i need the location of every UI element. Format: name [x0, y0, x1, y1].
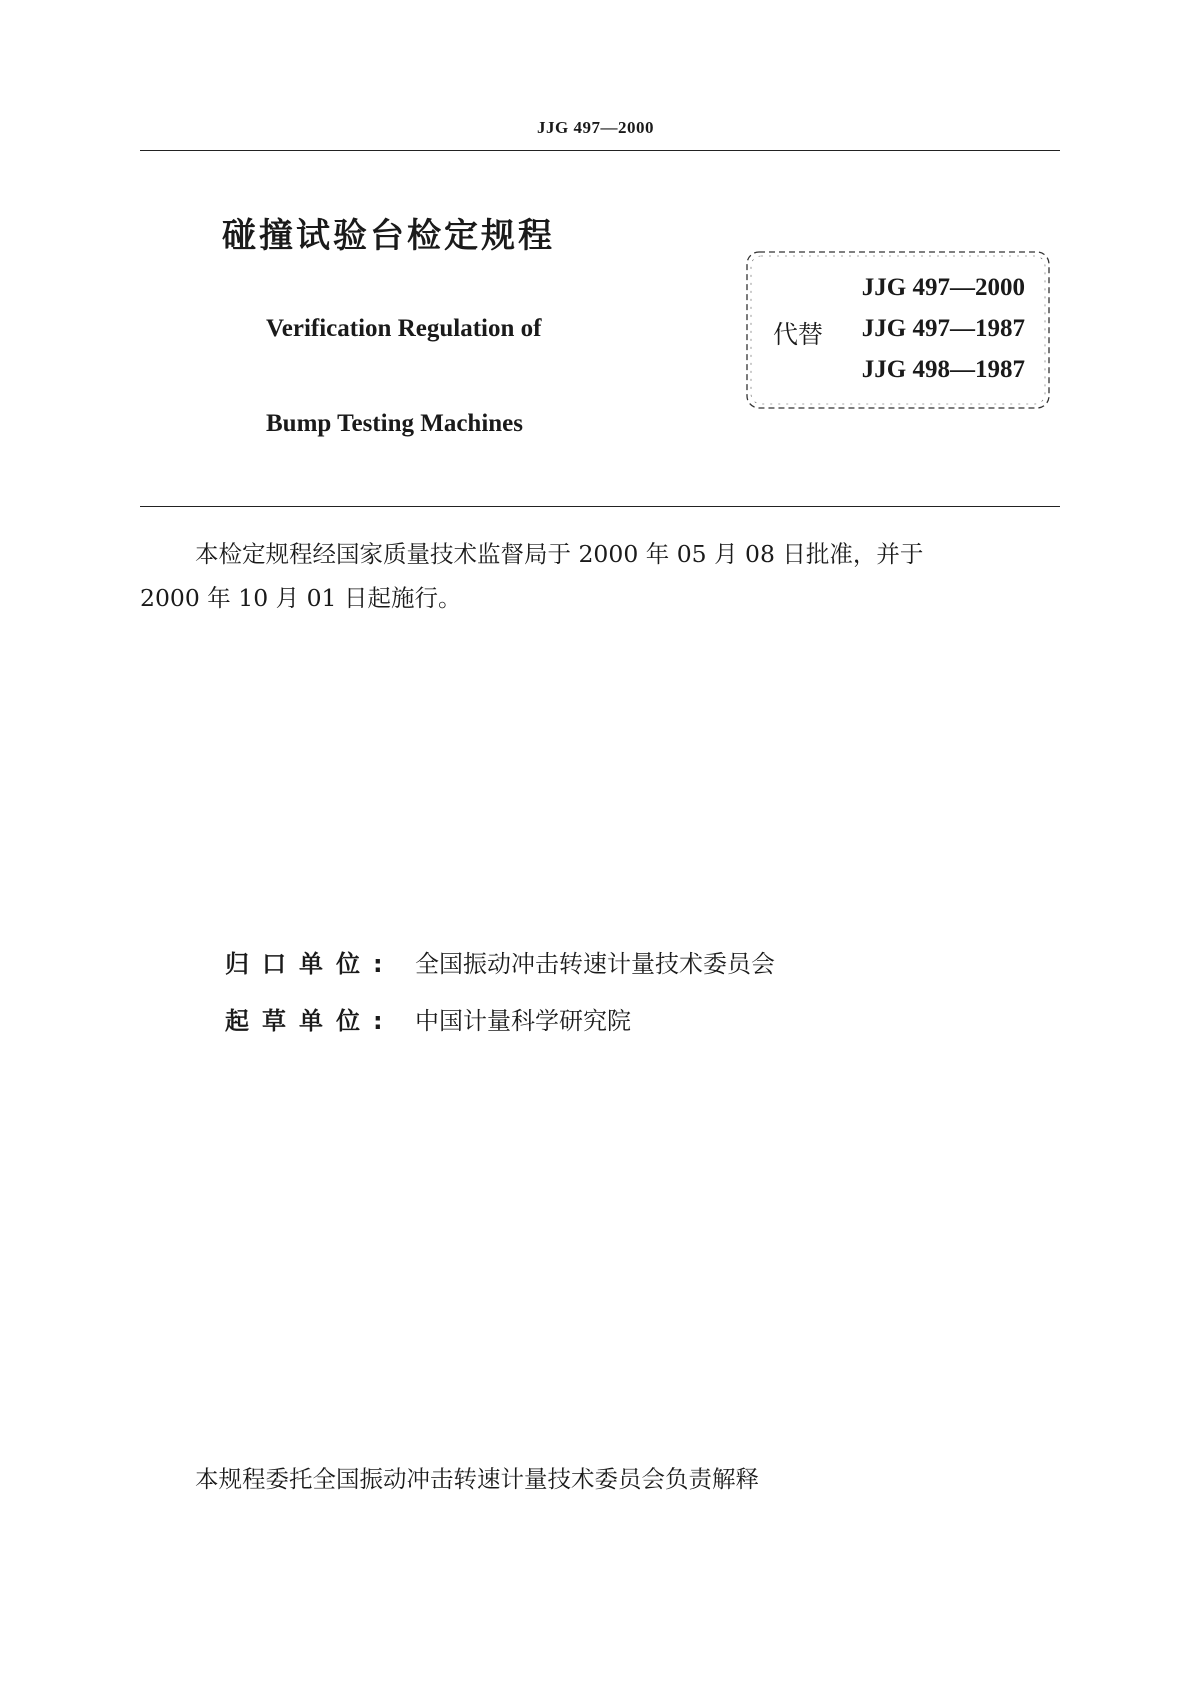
- title-section-rule: [140, 506, 1060, 507]
- responsible-unit-value: 全国振动冲击转速计量技术委员会: [415, 950, 775, 978]
- drafting-unit-label: 起草单位:: [225, 1007, 396, 1035]
- title-chinese: 碰撞试验台检定规程: [222, 216, 555, 256]
- responsible-unit-label: 归口单位:: [225, 950, 396, 978]
- header-rule: [140, 150, 1060, 151]
- interpretation-note: 本规程委托全国振动冲击转速计量技术委员会负责解释: [195, 1465, 759, 1493]
- replaced-standard-code-2: JJG 498—1987: [861, 356, 1025, 383]
- replaced-standard-code-1: JJG 497—1987: [861, 315, 1025, 342]
- standard-number-box: [743, 248, 1053, 412]
- unit-row-drafting: [225, 1001, 631, 1036]
- title-english-line1: Verification Regulation of: [266, 315, 542, 342]
- replaces-label: 代替: [773, 320, 824, 349]
- drafting-unit-value: 中国计量科学研究院: [415, 1007, 631, 1035]
- approval-text-line2: 2000 年 10 月 01 日起施行。: [140, 584, 462, 612]
- unit-row-responsible: [225, 944, 775, 979]
- title-english-line2: Bump Testing Machines: [266, 410, 524, 437]
- approval-text-line1: 本检定规程经国家质量技术监督局于 2000 年 05 月 08 日批准，并于: [195, 540, 924, 568]
- header-standard-code: JJG 497—2000: [537, 118, 654, 137]
- current-standard-code: JJG 497—2000: [861, 274, 1025, 301]
